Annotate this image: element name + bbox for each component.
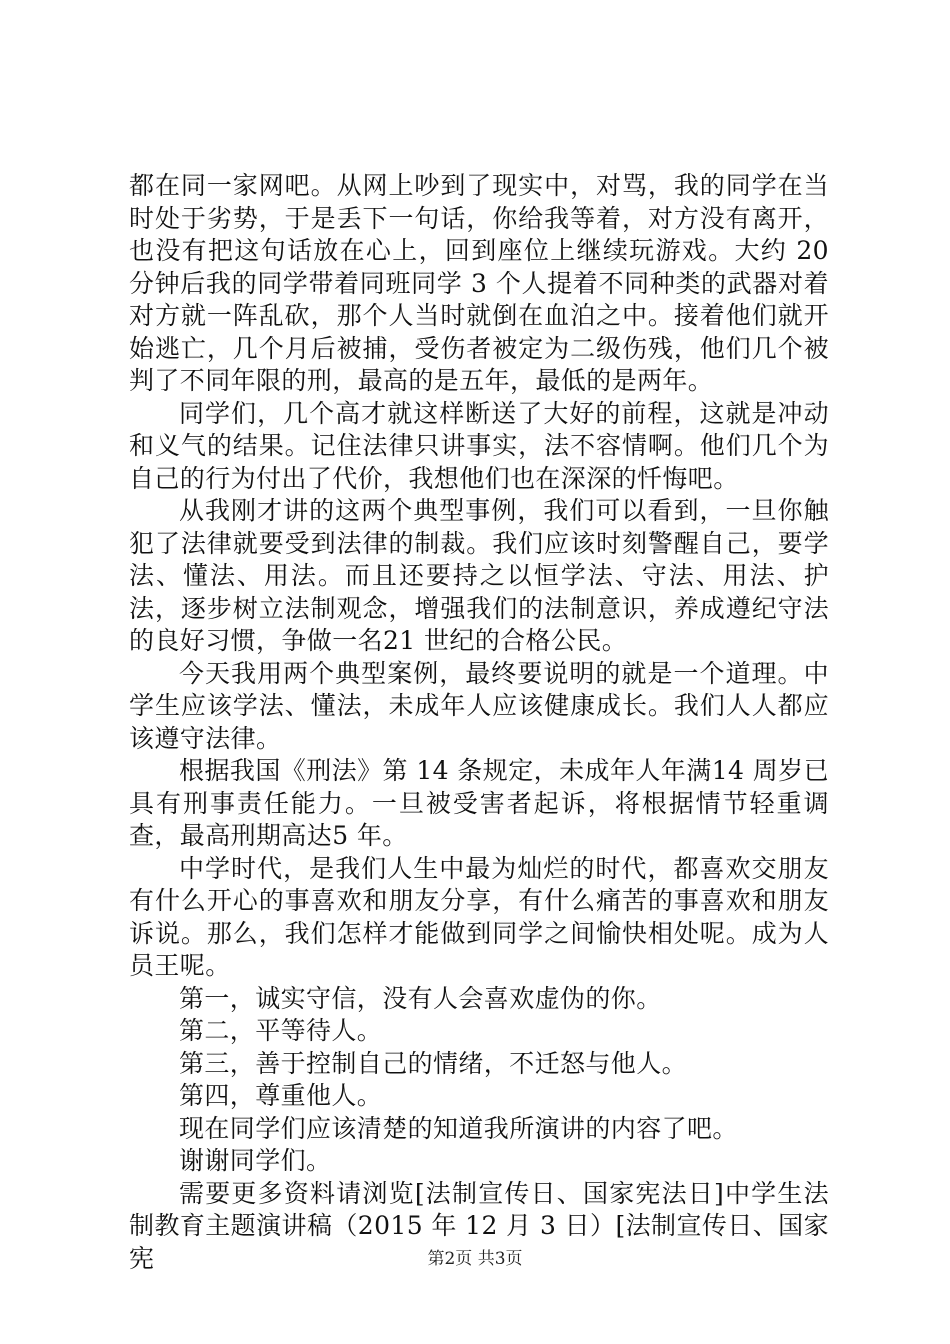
paragraph-thanks: 谢谢同学们。 — [179, 1146, 332, 1175]
page-footer: 第2页 共3页 — [427, 1249, 523, 1269]
list-item-first: 第一，诚实守信，没有人会喜欢虚伪的你。 — [179, 983, 662, 1013]
list-item-third: 第三，善于控制自己的情绪，不迁怒与他人。 — [179, 1048, 688, 1078]
list-item-fourth: 第四，尊重他人。 — [179, 1081, 383, 1110]
paragraph-consequence: 同学们，几个高才就这样断送了大好的前程，这就是冲动和义气的结果。记住法律只讲事实，法不容情啊。他们几个为自己的行为付出了代价，我想他们也在深深的忏悔吧。 — [129, 398, 829, 493]
paragraph-middle-school: 中学时代，是我们人生中最为灿烂的时代，都喜欢交朋友有什么开心的事喜欢和朋友分享，有什么痛苦的事喜欢和朋友诉说。那么，我们怎样才能做到同学之间愉快相处呢。成为人员王呢。 — [129, 853, 829, 980]
paragraph-criminal-law: 根据我国《刑法》第 14 条规定，未成年人年满14 周岁已具有刑事责任能力。一旦被受害者起诉，将根据情节轻重调查，最高刑期高达5 年。 — [129, 756, 829, 850]
paragraph-summary: 今天我用两个典型案例，最终要说明的就是一个道理。中学生应该学法、懂法，未成年人应该健康成长。我们人人都应该遵守法律。 — [129, 658, 829, 753]
paragraph-more-info: 需要更多资料请浏览[法制宣传日、国家宪法日]中学生法制教育主题演讲稿（2015 年 12 月 3 日）[法制宣传日、国家宪 — [129, 1178, 829, 1273]
paragraph-closing: 现在同学们应该清楚的知道我所演讲的内容了吧。 — [179, 1113, 738, 1143]
paragraph-internet-cafe-incident: 都在同一家网吧。从网上吵到了现实中，对骂，我的同学在当时处于劣势，于是丢下一句话，你给我等着，对方没有离开，也没有把这句话放在心上，回到座位上继续玩游戏。大约 20 分钟后我的同学带着同班同学 3 个人提着不同种类的武器对着对方就一阵乱砍，那个人当时就倒在血泊之中。接着他们就开始逃亡，几个月后被捕，受伤者被定为二级伤残，他们几个被判了不同年限的刑，最高的是五年，最低的是两年。 — [129, 171, 829, 395]
paragraph-lesson: 从我刚才讲的这两个典型事例，我们可以看到，一旦你触犯了法律就要受到法律的制裁。我们应该时刻警醒自己，要学法、懂法、用法。而且还要持之以恒学法、守法、用法、护法，逐步树立法制观念，增强我们的法制意识，养成遵纪守法的良好习惯，争做一名21 世纪的合格公民。 — [129, 496, 829, 655]
list-item-second: 第二，平等待人。 — [179, 1016, 383, 1045]
speech-body — [129, 170, 829, 1275]
